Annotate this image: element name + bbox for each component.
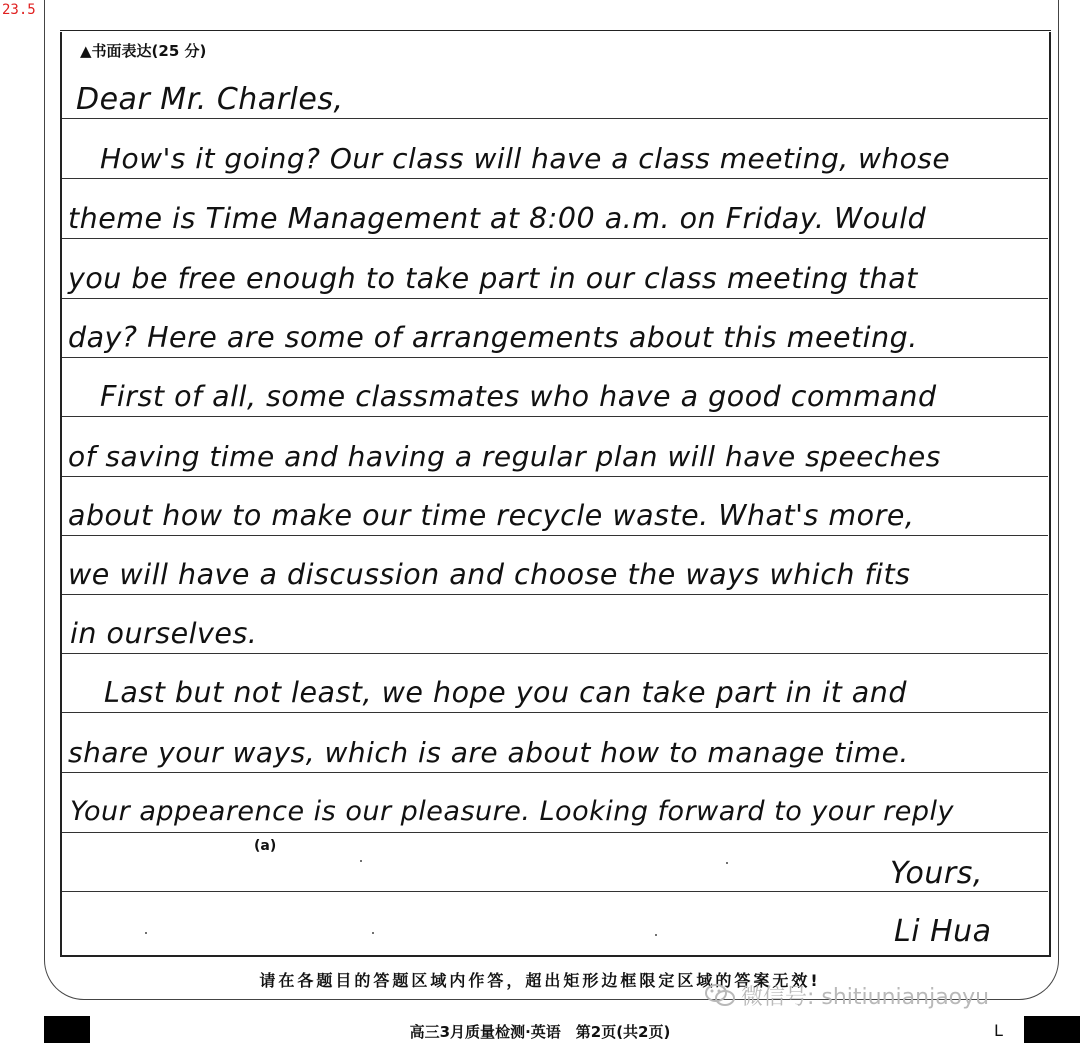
page-info: 高三3月质量检测·英语 第2页(共2页) <box>409 1023 671 1041</box>
letter-line: How's it going? Our class will have a class meeting, whose <box>100 142 951 175</box>
letter-line: Your appearence is our pleasure. Looking forward to your reply <box>70 796 954 827</box>
ruled-line <box>62 238 1048 239</box>
signature-name: Li Hua <box>894 914 992 949</box>
letter-line: day? Here are some of arrangements about this meeting. <box>68 321 918 354</box>
letter-line: in ourselves. <box>70 617 258 650</box>
section-title: ▲书面表达(25 分) <box>80 42 207 60</box>
scan-dot <box>655 934 657 936</box>
closing: Yours, <box>890 856 983 891</box>
salutation: Dear Mr. Charles, <box>76 82 344 117</box>
watermark-text: 微信号: shitiunianjaoyu <box>741 985 990 1010</box>
top-border <box>60 30 1051 31</box>
ruled-line <box>62 772 1048 773</box>
letter-line: of saving time and having a regular plan will have speeches <box>68 440 941 473</box>
ruled-line <box>62 416 1048 417</box>
page-edge-right <box>1058 0 1059 960</box>
ruled-line <box>62 594 1048 595</box>
correction-note: (a) <box>254 838 277 854</box>
ruled-line <box>62 178 1048 179</box>
ruled-line <box>62 357 1048 358</box>
score-mark: 23.5 <box>2 2 36 18</box>
page-edge-left <box>44 0 45 960</box>
scan-dot <box>360 860 362 862</box>
wechat-icon <box>705 983 735 1013</box>
letter-line: you be free enough to take part in our class meeting that <box>68 262 918 295</box>
letter-line: share your ways, which is are about how to manage time. <box>68 736 909 769</box>
letter-line: about how to make our time recycle waste. What's more, <box>68 499 915 532</box>
ruled-line <box>62 298 1048 299</box>
ruled-line <box>62 476 1048 477</box>
ruled-line <box>62 891 1048 892</box>
watermark <box>705 980 989 1013</box>
ruled-line <box>62 832 1048 833</box>
scan-dot <box>145 932 147 934</box>
letter-line: theme is Time Management at 8:00 a.m. on Friday. Would <box>68 202 927 235</box>
scan-dot <box>726 862 728 864</box>
letter-line: First of all, some classmates who have a good command <box>100 380 937 413</box>
scan-dot <box>372 932 374 934</box>
letter-line: we will have a discussion and choose the ways which fits <box>68 558 911 591</box>
ruled-line <box>62 712 1048 713</box>
ruled-line <box>62 118 1048 119</box>
letter-line: Last but not least, we hope you can take part in it and <box>104 676 907 709</box>
ruled-line <box>62 653 1048 654</box>
page-letter-mark: L <box>994 1021 1003 1040</box>
ruled-line <box>62 535 1048 536</box>
answer-area-instruction: 请在各题目的答题区域内作答，超出矩形边框限定区域的答案无效! <box>259 971 821 990</box>
